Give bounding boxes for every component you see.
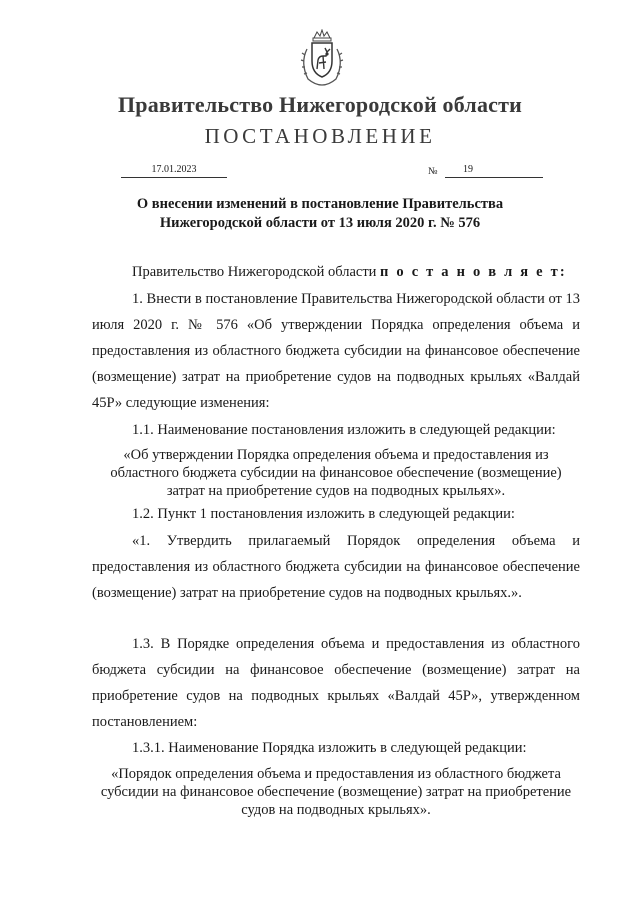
paragraph-1-3-1: 1.3.1. Наименование Порядка изложить в следующей редакции: bbox=[132, 740, 527, 756]
quote-order-title: «Порядок определения объема и предоставления из областного бюджета субсидии на финансовое обеспечение (возмещение) затрат на приобретение судов на подводных крыльях». bbox=[100, 766, 572, 818]
document-date: 17.01.2023 bbox=[121, 163, 227, 178]
intro-paragraph bbox=[92, 259, 580, 285]
resolves-word: п о с т а н о в л я е т: bbox=[380, 264, 567, 280]
document-subject bbox=[100, 195, 540, 233]
paragraph-1-3: 1.3. В Порядке определения объема и предоставления из областного бюджета субсидии на финансовое обеспечение (возмещение) затрат на приобретение судов на подводных крыльях «Валдай 45Р», утвержденном постановлением: bbox=[92, 636, 580, 730]
document-type: ПОСТАНОВЛЕНИЕ bbox=[204, 124, 436, 148]
paragraph-1: 1. Внести в постановление Правительства Нижегородской области от 13 июля 2020 г. № 576 «Об утверждении Порядка определения объема и предоставления из областного бюджета субсидии на финансовое обеспечение (возмещение) затрат на приобретение судов на подводных крыльях «Валдай 45Р» следующие изменения: bbox=[92, 291, 580, 411]
paragraph-1-2-quote: «1. Утвердить прилагаемый Порядок определения объема и предоставления из областного бюджета субсидии на финансовое обеспечение (возмещение) затрат на приобретение судов на подводных крыльях.». bbox=[92, 533, 580, 601]
subject-line: О внесении изменений в постановление Правительства bbox=[136, 196, 504, 212]
subject-line: Нижегородской области от 13 июля 2020 г. № 576 bbox=[159, 215, 481, 231]
number-label: № bbox=[428, 166, 438, 177]
coat-of-arms-icon bbox=[297, 29, 347, 87]
government-title: Правительство Нижегородской области bbox=[117, 92, 522, 117]
document-number: 19 bbox=[445, 163, 543, 178]
intro-text: Правительство Нижегородской области bbox=[132, 264, 381, 280]
paragraph-1-2: 1.2. Пункт 1 постановления изложить в следующей редакции: bbox=[132, 506, 515, 522]
paragraph-1-1: 1.1. Наименование постановления изложить в следующей редакции: bbox=[132, 422, 556, 438]
quote-title: «Об утверждении Порядка определения объема и предоставления из областного бюджета субсидии на финансовое обеспечение (возмещение) затрат на приобретение судов на подводных крыльях». bbox=[110, 447, 562, 499]
